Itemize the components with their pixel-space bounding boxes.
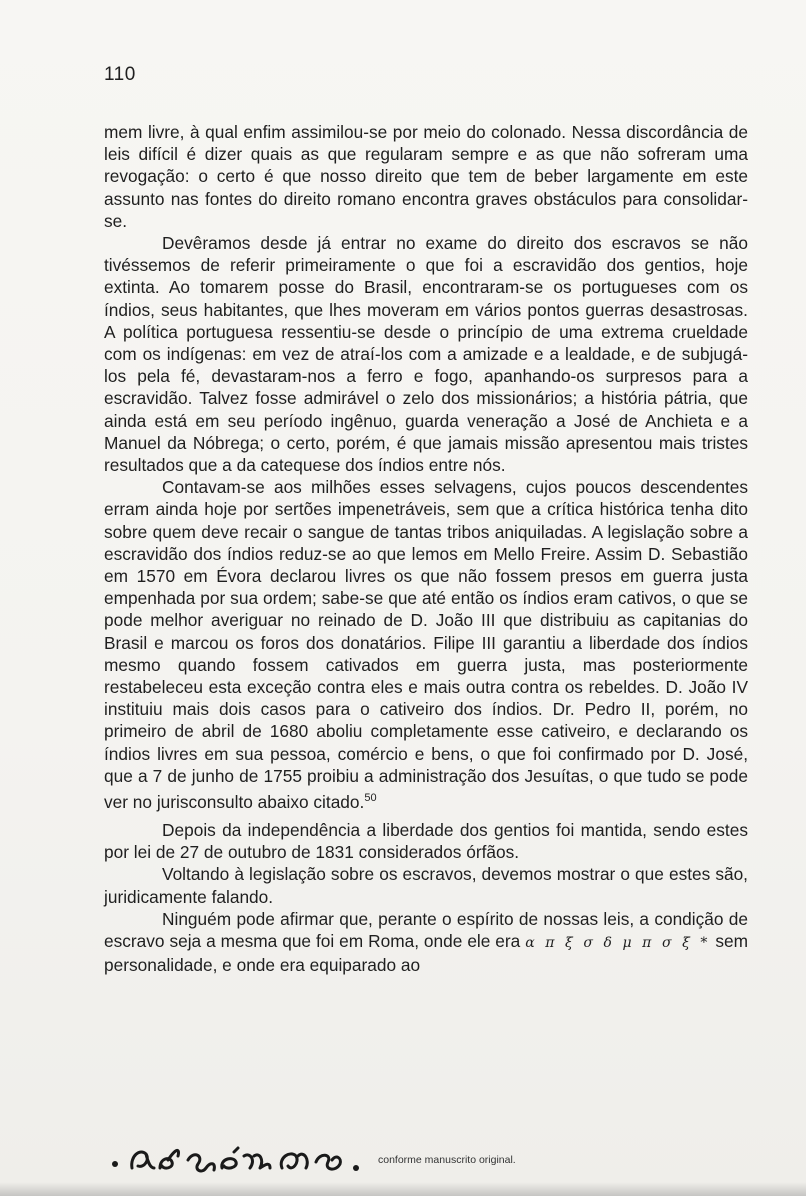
paragraph-2: Devêramos desde já entrar no exame do direito dos escravos se não tivéssemos de referir primeiramente o que foi a escravidão dos gentios, hoje extinta. Ao tomarem posse do Brasil, encontraram-se os portugueses com os índios, seus habitantes, que lhes moveram em vários pontos guerras desastrosas. A política portuguesa ressentiu-se desde o princípio de uma extrema crueldade com os indígenas: em vez de atraí-los com a amizade e a lealdade, e de subjugá-los pela fé, devastaram-nos a ferro e fogo, apanhando-os surpresos para a escravidão. Talvez fosse admirável o zelo dos missionários; a história pátria, que ainda está em seu período ingênuo, guarda veneração a José de Anchieta e a Manuel da Nóbrega; o certo, porém, é que jamais missão apresentou mais tristes resultados que a da catequese dos índios entre nós. — [104, 233, 748, 476]
paragraph-5: Voltando à legislação sobre os escravos, devemos mostrar o que estes são, juridicamente falando. — [104, 864, 748, 907]
handwritten-greek-word — [110, 1138, 368, 1178]
paragraph-6-text: Ninguém pode afirmar que, perante o espírito de nossas leis, a condição de escravo seja a mesma que foi em Roma, onde ele era — [104, 908, 748, 952]
body-text — [104, 121, 748, 976]
greek-word: α π ξ σ δ μ π σ ξ * — [525, 935, 711, 952]
page-number: 110 — [104, 64, 136, 85]
page-edge-shadow — [0, 1182, 806, 1196]
footnote-note: conforme manuscrito original. — [378, 1154, 516, 1166]
footnote-reference: 50 — [364, 792, 377, 805]
paragraph-3 — [104, 476, 748, 813]
paragraph-6 — [104, 908, 748, 977]
paragraph-4: Depois da independência a liberdade dos gentios foi mantida, sendo estes por lei de 27 de outubro de 1831 considerados órfãos. — [104, 820, 748, 863]
paragraph-3-text: Contavam-se aos milhões esses selvagens, cujos poucos descendentes erram ainda hoje por sertões impenetráveis, sem que a crítica histórica tenha dito sobre quem deve recair o sangue de tantas tribos aniquiladas. A legislação sobre a escravidão dos índios reduz-se ao que lemos em Mello Freire. Assim D. Sebastião em 1570 em Évora declarou livres os que não fossem presos em guerra justa empenhada por sua ordem; sabe-se que até então os índios eram cativos, o que se pode melhor averiguar no reinado de D. João III que distribuiu as capitanias do Brasil e marcou os foros dos donatários. Filipe III garantiu a liberdade dos índios mesmo quando fossem cativados em guerra justa, mas posteriormente restabeleceu esta exceção contra eles e mais outra contra os rebeldes. D. João IV instituiu mais dois casos para o cativeiro dos índios. Dr. Pedro II, porém, no primeiro de abril de 1680 aboliu completamente esse cativeiro, e declarando os índios livres em sua pessoa, comércio e bens, o que foi confirmado por D. José, que a 7 de junho de 1755 proibiu a administração dos Jesuítas, o que tudo se pode ver no jurisconsulto abaixo citado. — [104, 477, 748, 812]
paragraph-1: mem livre, à qual enfim assimilou-se por meio do colonado. Nessa discordância de leis difícil é dizer quais as que regularam sempre e as que não sofreram uma revogação: o certo é que nosso direito que tem de beber largamente em este assunto nas fontes do direito romano encontra graves obstáculos para consolidar-se. — [104, 122, 748, 231]
footnote — [110, 1138, 670, 1178]
paragraph-6-end: sem personalidade, e onde era equiparado ao — [104, 931, 748, 976]
